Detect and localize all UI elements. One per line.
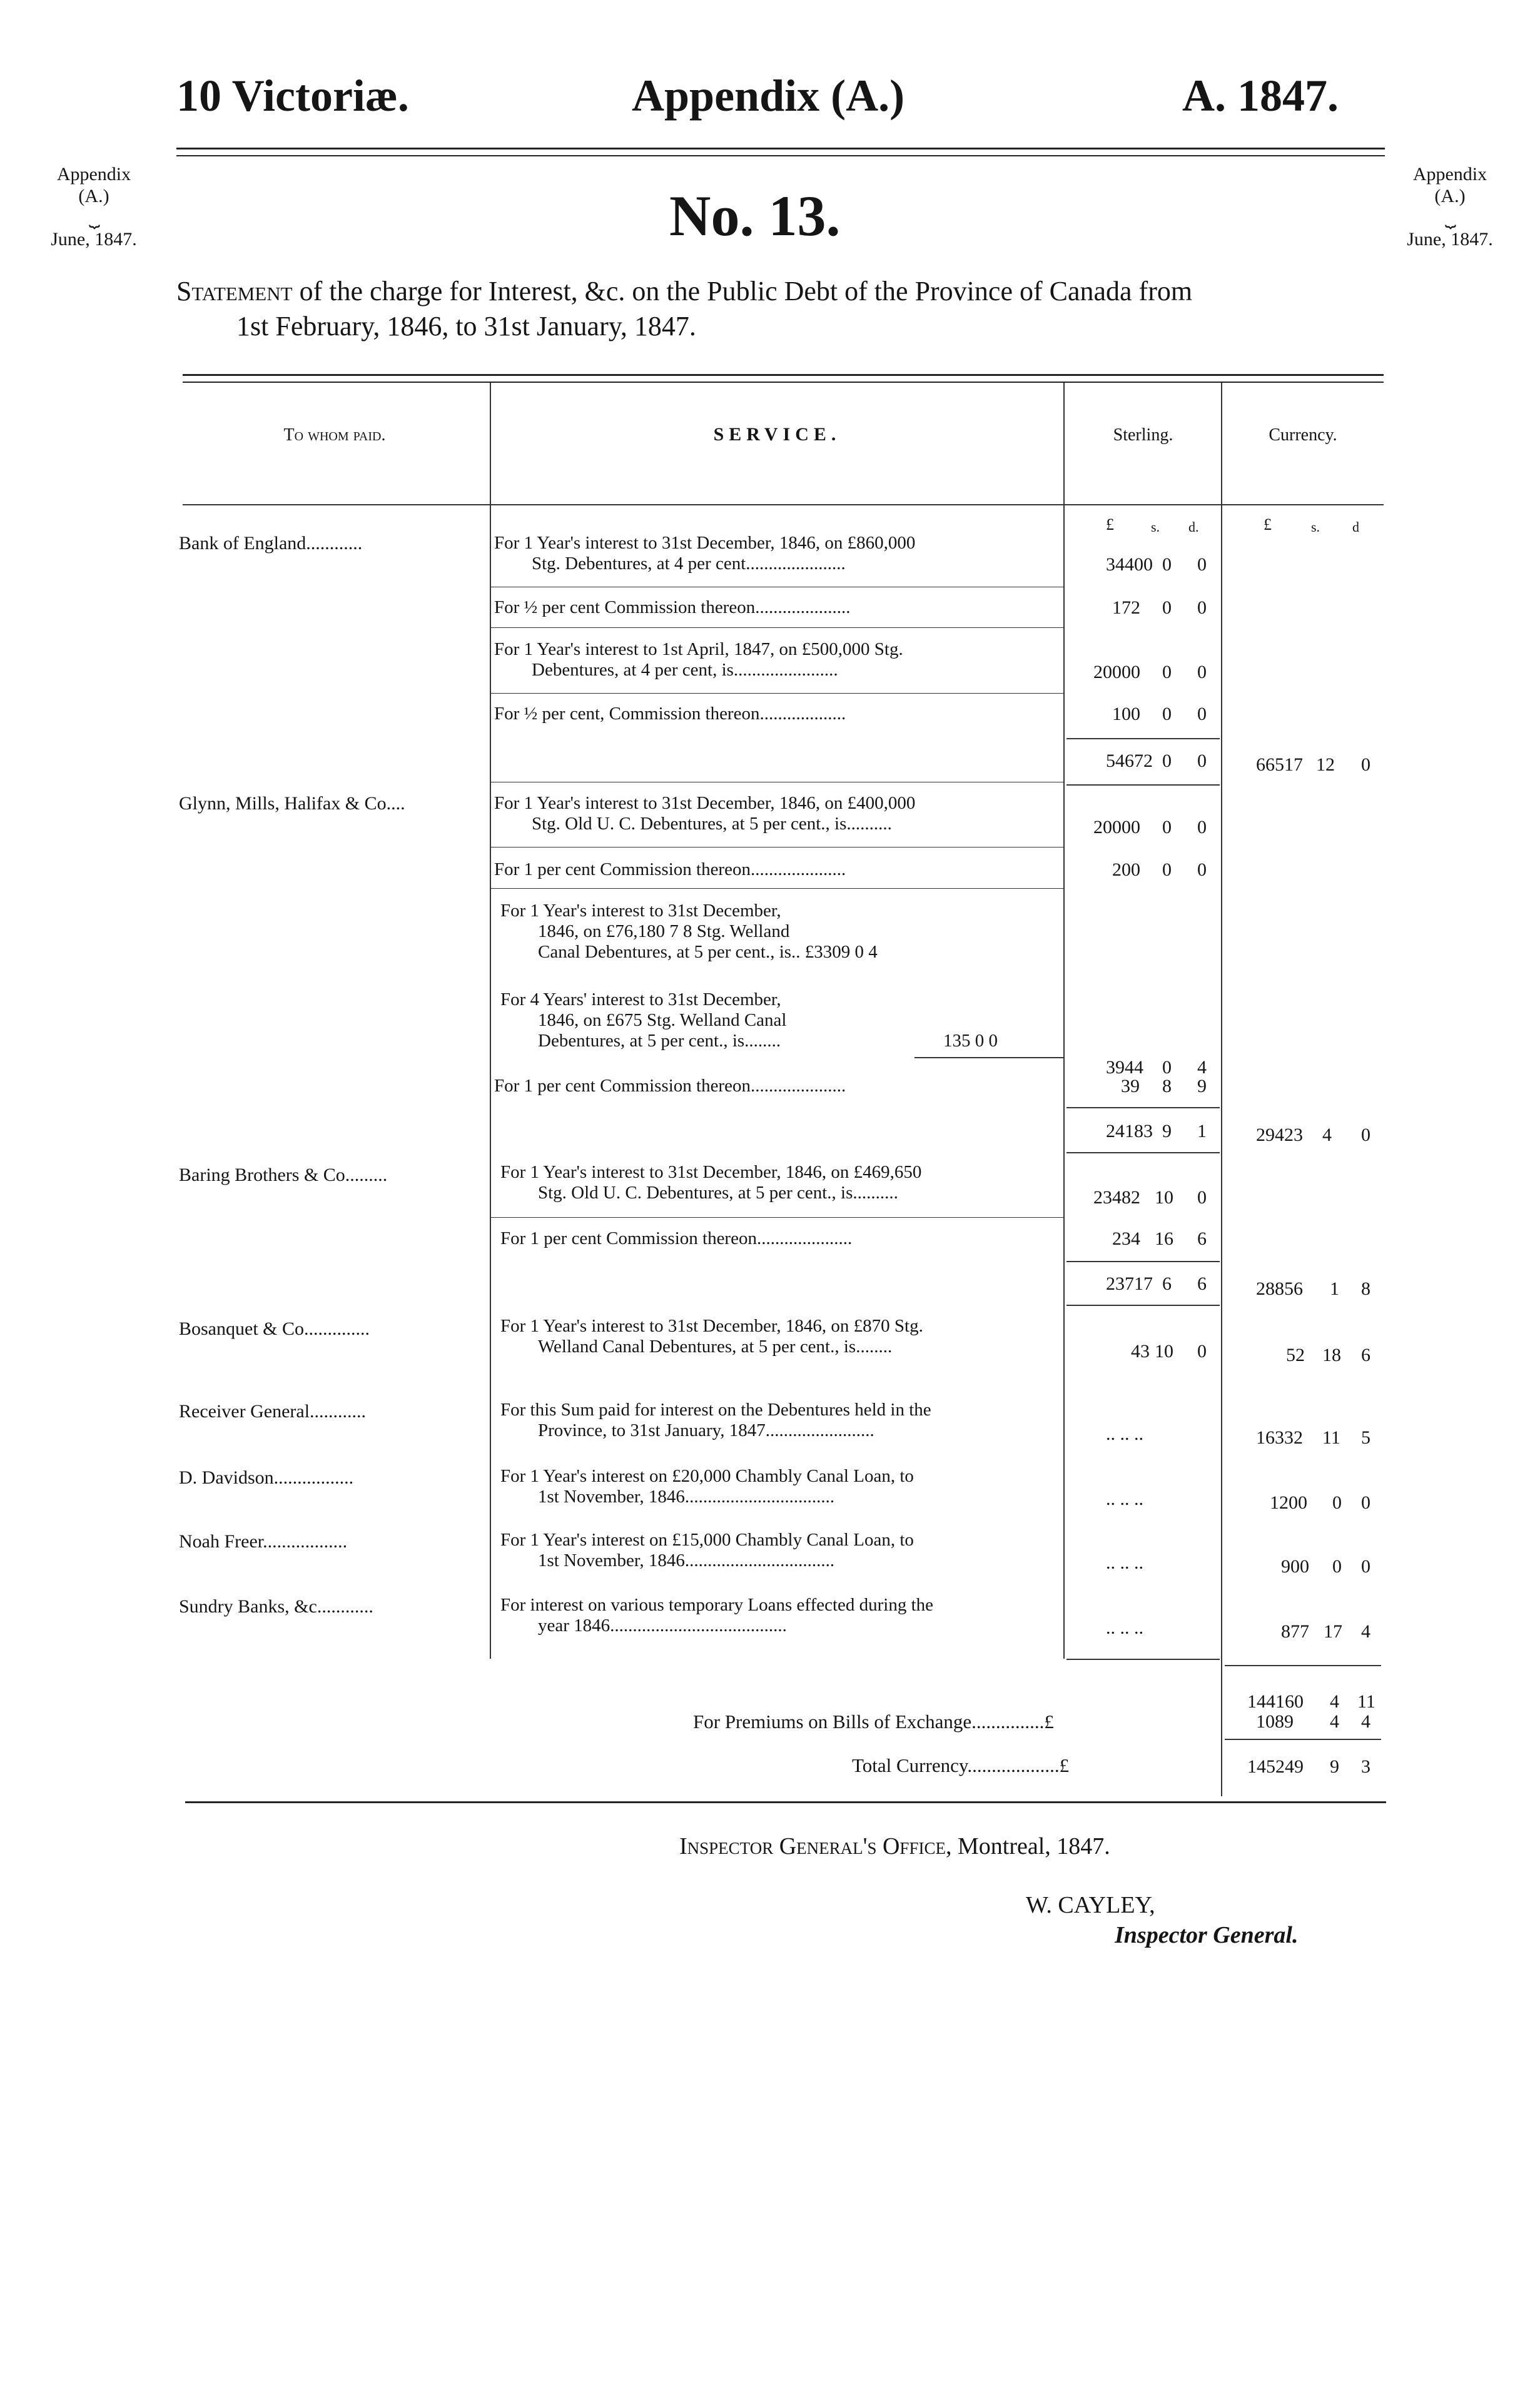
- currency-gl-pence: 0: [1361, 1125, 1370, 1145]
- row-rule: [490, 1217, 1064, 1218]
- sterling-gl-total-pence: 1: [1197, 1121, 1207, 1141]
- currency-rg-pence: 5: [1361, 1427, 1370, 1448]
- currency-premiums-pounds: 1089: [1256, 1711, 1294, 1732]
- sterling-ba2-shillings: 16: [1155, 1228, 1173, 1249]
- subtotal-rule: [1066, 738, 1220, 739]
- sterling-gl-total-pounds: 24183: [1106, 1121, 1153, 1141]
- currency-unit-shilling: s.: [1311, 519, 1320, 535]
- service-be3: For 1 Year's interest to 1st April, 1847, on £500,000 Stg. Debentures, at 4 per cent, is.......................: [494, 639, 903, 680]
- sterling-be3-shillings: 0: [1162, 662, 1172, 682]
- col-header-currency: Currency.: [1269, 425, 1337, 445]
- signer-title: Inspector General.: [1115, 1922, 1299, 1948]
- currency-gl-pounds: 29423: [1256, 1125, 1303, 1145]
- currency-rg-shillings: 11: [1322, 1427, 1340, 1448]
- currency-total-pounds: 145249: [1247, 1756, 1304, 1777]
- sterling-gl5-pounds: 39: [1121, 1076, 1140, 1096]
- margin-note-left: Appendix (A.) ⏟ June, 1847.: [51, 164, 137, 250]
- subtotal-rule: [1066, 1152, 1220, 1153]
- service-sb: For interest on various temporary Loans effected during the year 1846.......................................: [500, 1595, 934, 1636]
- service-gl4-amount: 135 0 0: [943, 1031, 998, 1051]
- sterling-end-rule: [1066, 1659, 1220, 1660]
- sterling-gl1-pence: 0: [1197, 817, 1207, 837]
- sterling-gl1-pounds: 20000: [1093, 817, 1140, 837]
- sterling-bo1-pence: 0: [1197, 1341, 1207, 1362]
- sterling-unit-pence: d.: [1188, 519, 1199, 535]
- statement-title: Statement of the charge for Interest, &c. on the Public Debt of the Province of Canada from 1st February, 1846, to 31st January, 1847.: [176, 276, 1193, 341]
- sterling-be4-pounds: 100: [1112, 704, 1140, 724]
- sterling-be2-pence: 0: [1197, 597, 1207, 618]
- document-number: No. 13.: [669, 184, 841, 248]
- service-gl5: For 1 per cent Commission thereon.....................: [494, 1076, 846, 1096]
- row-rule: [490, 693, 1064, 694]
- sterling-ba2-pence: 6: [1197, 1228, 1207, 1249]
- sterling-ba-total-shillings: 6: [1162, 1273, 1172, 1294]
- sterling-be-total-shillings: 0: [1162, 751, 1172, 771]
- sterling-gl5-shillings: 8: [1162, 1076, 1172, 1096]
- col-sep-payee: [490, 383, 491, 1659]
- total-rule: [1225, 1739, 1381, 1740]
- header-rule-bottom: [176, 155, 1385, 156]
- currency-bo-pence: 6: [1361, 1345, 1370, 1365]
- currency-premiums-shillings: 4: [1330, 1711, 1339, 1732]
- sterling-bo1-pounds: 43: [1131, 1341, 1150, 1362]
- currency-premiums-pence: 4: [1361, 1711, 1370, 1732]
- signer-name: W. CAYLEY,: [1026, 1892, 1155, 1918]
- col-header-payee: To whom paid.: [283, 425, 386, 445]
- total-currency-label: Total Currency...................£: [852, 1754, 1070, 1776]
- currency-rg-pounds: 16332: [1256, 1427, 1303, 1448]
- sterling-ba1-pence: 0: [1197, 1187, 1207, 1208]
- table-header-rule: [183, 504, 1384, 505]
- service-be1: For 1 Year's interest to 31st December, 1846, on £860,000 Stg. Debentures, at 4 per cent......................: [494, 533, 916, 574]
- inner-sum-rule: [914, 1057, 1063, 1058]
- currency-sb-shillings: 17: [1324, 1621, 1342, 1642]
- table-rule-bottom: [185, 1801, 1386, 1803]
- sterling-rg-dots: .. .. ..: [1106, 1424, 1143, 1444]
- currency-dd-pence: 0: [1361, 1492, 1370, 1513]
- sterling-gl-sub-pence: 4: [1197, 1057, 1207, 1078]
- sterling-be1-pounds: 34400: [1106, 554, 1153, 575]
- header-center: Appendix (A.): [632, 71, 905, 121]
- currency-total-shillings: 9: [1330, 1756, 1339, 1777]
- payee-bank-of-england: Bank of England............: [179, 533, 363, 554]
- sterling-unit-shilling: s.: [1151, 519, 1160, 535]
- sterling-be-total-pounds: 54672: [1106, 751, 1153, 771]
- sterling-gl2-pence: 0: [1197, 859, 1207, 880]
- col-sep-sterling: [1221, 383, 1222, 1796]
- subtotal-rule: [1066, 1261, 1220, 1262]
- sterling-be2-pounds: 172: [1112, 597, 1140, 618]
- sterling-sb-dots: .. .. ..: [1106, 1617, 1143, 1638]
- sterling-gl-total-shillings: 9: [1162, 1121, 1172, 1141]
- sterling-ba1-pounds: 23482: [1093, 1187, 1140, 1208]
- sterling-gl2-shillings: 0: [1162, 859, 1172, 880]
- payee-baring-brothers: Baring Brothers & Co.........: [179, 1165, 388, 1185]
- currency-dd-pounds: 1200: [1270, 1492, 1307, 1513]
- currency-unit-pound: £: [1264, 515, 1272, 534]
- sterling-gl5-pence: 9: [1197, 1076, 1207, 1096]
- col-header-sterling: Sterling.: [1113, 425, 1173, 445]
- service-gl1: For 1 Year's interest to 31st December, 1846, on £400,000 Stg. Old U. C. Debentures, at 5 per cent., is..........: [494, 793, 916, 834]
- currency-ba-pence: 8: [1361, 1278, 1370, 1299]
- table-rule-top: [183, 374, 1384, 376]
- service-gl3: For 1 Year's interest to 31st December, 1846, on £76,180 7 8 Stg. Welland Canal Debentures, at 5 per cent., is.. £3309 0 4: [500, 901, 878, 962]
- service-dd: For 1 Year's interest on £20,000 Chambly Canal Loan, to 1st November, 1846.................................: [500, 1466, 914, 1507]
- currency-ba-pounds: 28856: [1256, 1278, 1303, 1299]
- sterling-be1-pence: 0: [1197, 554, 1207, 575]
- col-sep-service: [1063, 383, 1065, 1659]
- subtotal-rule: [1066, 1305, 1220, 1306]
- premiums-label: For Premiums on Bills of Exchange...............£: [693, 1711, 1054, 1733]
- service-gl2: For 1 per cent Commission thereon.....................: [494, 859, 846, 879]
- currency-unit-pence: d: [1352, 519, 1359, 535]
- margin-note-right: Appendix (A.) ⏟ June, 1847.: [1407, 164, 1493, 250]
- sterling-ba1-shillings: 10: [1155, 1187, 1173, 1208]
- currency-be-shillings: 12: [1316, 754, 1335, 775]
- service-ba2: For 1 per cent Commission thereon.....................: [500, 1228, 853, 1248]
- sterling-be3-pounds: 20000: [1093, 662, 1140, 682]
- currency-sum-pounds: 144160: [1247, 1691, 1304, 1712]
- sterling-gl1-shillings: 0: [1162, 817, 1172, 837]
- sterling-unit-pound: £: [1106, 515, 1114, 534]
- service-ba1: For 1 Year's interest to 31st December, 1846, on £469,650 Stg. Old U. C. Debentures, at 5 per cent., is..........: [500, 1162, 922, 1203]
- service-rg: For this Sum paid for interest on the Debentures held in the Province, to 31st January, 1847........................: [500, 1400, 931, 1440]
- sterling-nf-dots: .. .. ..: [1106, 1552, 1143, 1573]
- currency-sum-pence: 11: [1357, 1691, 1375, 1712]
- currency-gl-shillings: 4: [1322, 1125, 1332, 1145]
- row-rule: [490, 888, 1064, 889]
- office-line: Inspector General's Office, Montreal, 1847.: [679, 1833, 1110, 1859]
- header-rule-top: [176, 148, 1385, 149]
- subtotal-rule: [1066, 1107, 1220, 1108]
- service-be2: For ½ per cent Commission thereon.....................: [494, 597, 851, 617]
- payee-sundry-banks: Sundry Banks, &c............: [179, 1596, 373, 1617]
- currency-sb-pence: 4: [1361, 1621, 1370, 1642]
- currency-nf-shillings: 0: [1332, 1556, 1342, 1577]
- service-bo1: For 1 Year's interest to 31st December, 1846, on £870 Stg. Welland Canal Debentures, at 5 per cent., is........: [500, 1316, 923, 1357]
- sterling-ba-total-pounds: 23717: [1106, 1273, 1153, 1294]
- sterling-gl-sub-pounds: 3944: [1106, 1057, 1143, 1078]
- currency-be-pence: 0: [1361, 754, 1370, 775]
- sterling-gl-sub-shillings: 0: [1162, 1057, 1172, 1078]
- sterling-be4-shillings: 0: [1162, 704, 1172, 724]
- payee-bosanquet: Bosanquet & Co..............: [179, 1318, 370, 1339]
- currency-dd-shillings: 0: [1332, 1492, 1342, 1513]
- sterling-dd-dots: .. .. ..: [1106, 1489, 1143, 1509]
- payee-noah-freer: Noah Freer..................: [179, 1531, 348, 1552]
- payee-receiver-general: Receiver General............: [179, 1401, 367, 1422]
- currency-total-pence: 3: [1361, 1756, 1370, 1777]
- sterling-gl2-pounds: 200: [1112, 859, 1140, 880]
- sterling-bo1-shillings: 10: [1155, 1341, 1173, 1362]
- currency-sb-pounds: 877: [1281, 1621, 1309, 1642]
- currency-bo-pounds: 52: [1286, 1345, 1305, 1365]
- sterling-be1-shillings: 0: [1162, 554, 1172, 575]
- sterling-ba2-pounds: 234: [1112, 1228, 1140, 1249]
- subtotal-rule: [1066, 784, 1220, 786]
- currency-nf-pence: 0: [1361, 1556, 1370, 1577]
- currency-nf-pounds: 900: [1281, 1556, 1309, 1577]
- currency-sum-rule: [1225, 1665, 1381, 1666]
- payee-davidson: D. Davidson.................: [179, 1467, 354, 1488]
- header-right: A. 1847.: [1182, 71, 1339, 121]
- sterling-be3-pence: 0: [1197, 662, 1207, 682]
- table-rule-top-2: [183, 382, 1384, 383]
- header-left: 10 Victoriæ.: [176, 71, 409, 121]
- service-be4: For ½ per cent, Commission thereon...................: [494, 704, 846, 724]
- payee-glynn-mills: Glynn, Mills, Halifax & Co....: [179, 793, 405, 814]
- service-gl4: For 4 Years' interest to 31st December, 1846, on £675 Stg. Welland Canal Debentures, at 5 per cent., is........: [500, 989, 787, 1051]
- currency-sum-shillings: 4: [1330, 1691, 1339, 1712]
- currency-be-pounds: 66517: [1256, 754, 1303, 775]
- col-header-service: SERVICE.: [713, 424, 841, 445]
- sterling-be2-shillings: 0: [1162, 597, 1172, 618]
- sterling-ba-total-pence: 6: [1197, 1273, 1207, 1294]
- sterling-be4-pence: 0: [1197, 704, 1207, 724]
- currency-bo-shillings: 18: [1322, 1345, 1341, 1365]
- currency-ba-shillings: 1: [1330, 1278, 1339, 1299]
- sterling-be-total-pence: 0: [1197, 751, 1207, 771]
- row-rule: [490, 627, 1064, 628]
- service-nf: For 1 Year's interest on £15,000 Chambly Canal Loan, to 1st November, 1846.................................: [500, 1530, 914, 1571]
